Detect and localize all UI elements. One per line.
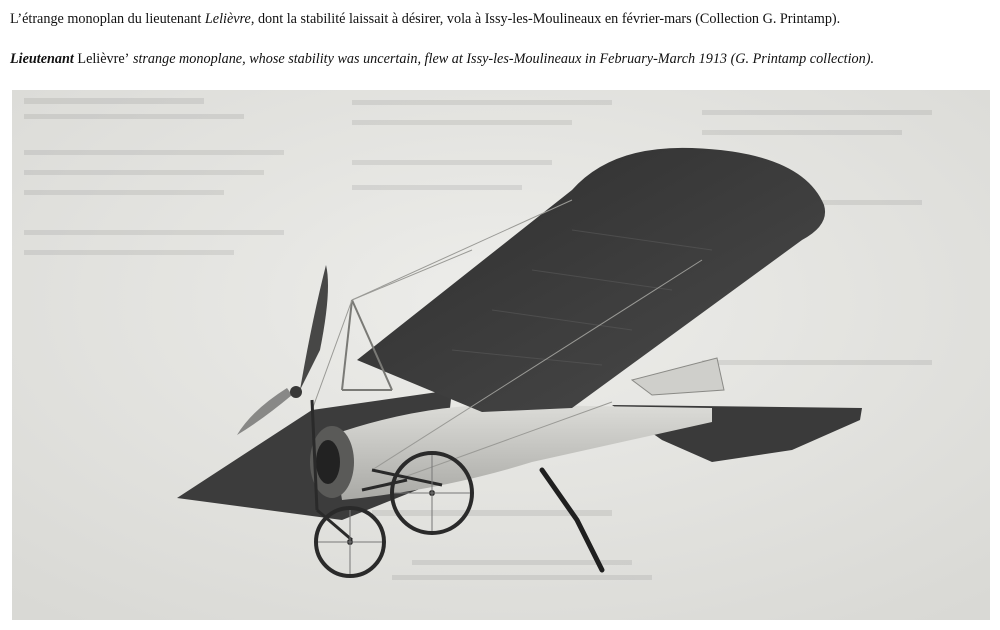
caption-french-text-2: , dont la stabilité laissait à désirer, vola à Issy-les-Moulineaux en février-mars (Collection G. Printamp). <box>250 11 841 27</box>
front-wheel <box>316 508 384 576</box>
caption-english-lead: Lieutenant <box>10 51 74 67</box>
caption-english <box>10 50 990 68</box>
engine-face <box>316 440 340 484</box>
caption-french-name: Lelièvre <box>204 11 251 27</box>
monoplane-photo <box>12 90 990 620</box>
caption-french <box>10 10 990 28</box>
caption-english-name: Lelièvre’ <box>73 51 130 67</box>
rear-wheel <box>392 453 472 533</box>
caption-english-text: strange monoplane, whose stability was uncertain, flew at Issy-les-Moulineaux in February-March 1913 (G. Printamp collection). <box>129 51 874 67</box>
caption-french-text-1: L’étrange monoplan du lieutenant <box>10 11 205 27</box>
monoplane-illustration <box>12 90 990 620</box>
